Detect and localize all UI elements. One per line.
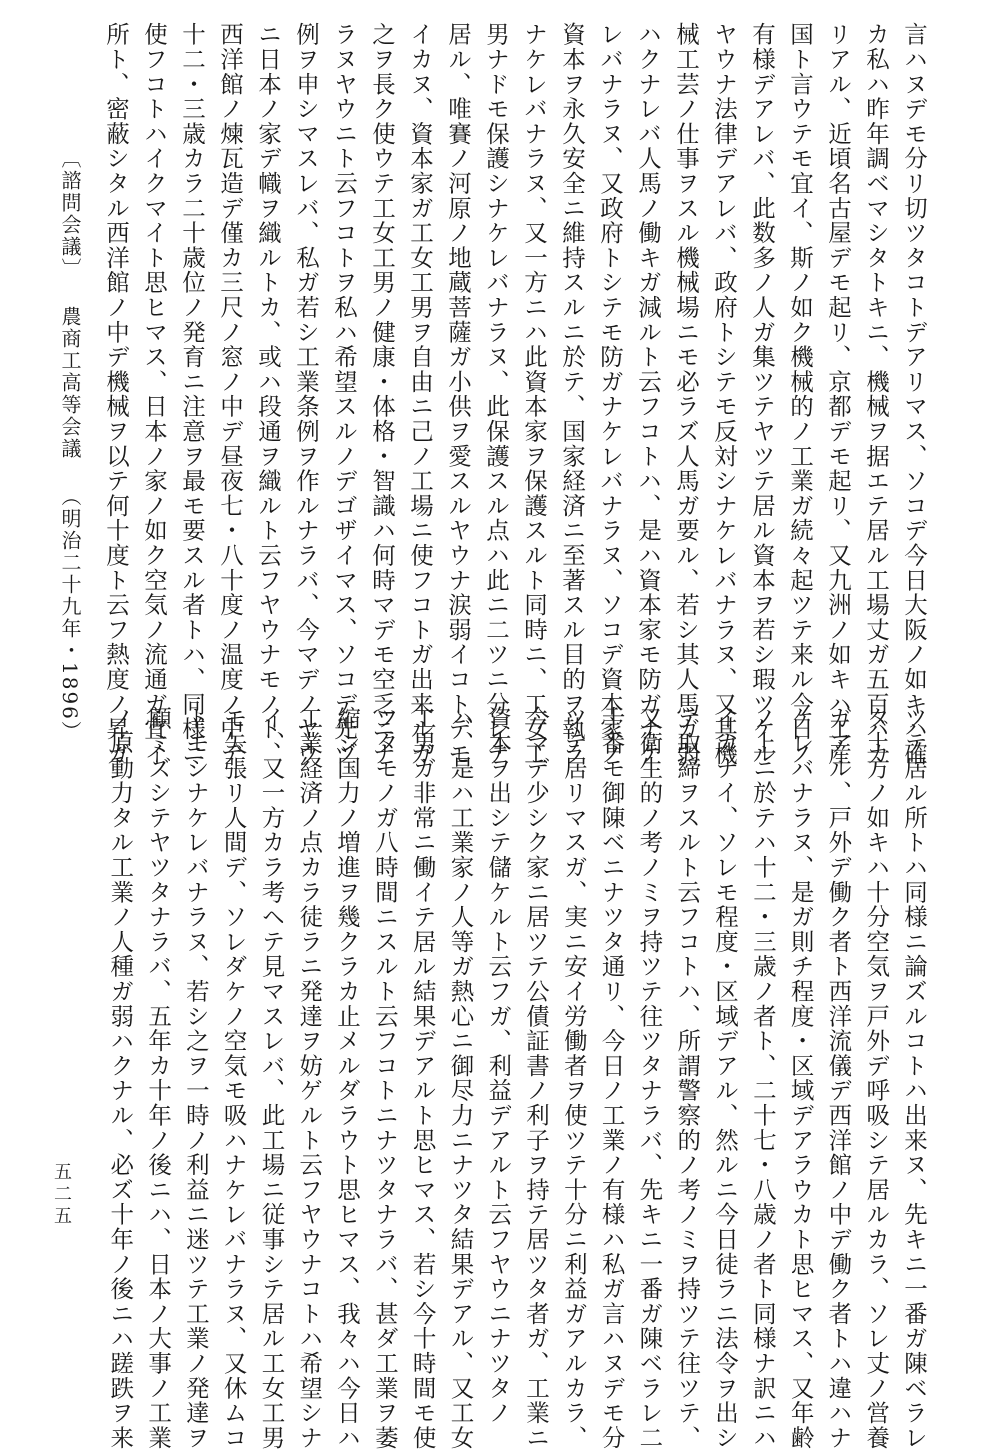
text-column: 国ト言ウテモ宜イ、斯ノ如ク機械的ノ工業ガ続々起ツテ来ル今日ノ — [786, 22, 814, 766]
text-column: ニ日本ノ家デ幟ヲ織ルトカ、或ハ段通ヲ織ルト云フヤウナモノト、 — [254, 22, 282, 766]
text-column: ノ原動力タル工業ノ人種ガ弱ハクナル、必ズ十年ノ後ニハ蹉跌ヲ来 — [106, 706, 135, 1450]
text-column: ラヌヤウニト云フコトヲ私ハ希望スルノデゴザイマス、ソコデ先ヅ — [330, 22, 358, 766]
text-column: カ私ハ昨年調ベマシタトキニ、機械ヲ据エテ居ル工場丈ガ五百バカ — [862, 22, 890, 766]
upper-text-block — [89, 22, 928, 766]
text-column: モ矢張リ人間デ、ソレダケノ空気モ吸ハナケレバナラヌ、又休ムコ — [219, 706, 248, 1450]
text-column: 十二・三歳カラ二十歳位ノ発育ニ注意ヲ最モ要スル者トハ、同様ニ — [178, 22, 206, 766]
text-column: ツテ居リマスガ、実ニ安イ労働者ヲ使ツテ十分ニ利益ガアルカラ、 — [559, 706, 588, 1450]
text-column: ノ上ニ於テハ十二・三歳ノ者ト、二十七・八歳ノ者ト同様ナ訳ニハ — [748, 706, 777, 1450]
lower-text-block — [93, 706, 928, 1450]
page-number: 五二五 — [51, 1162, 72, 1228]
text-column: ツテ居ル所トハ同様ニ論ズルコトハ出来ヌ、先キニ一番ガ陳ベラレ — [900, 706, 928, 1450]
text-column: 男ナドモ保護シナケレバナラヌ、此保護スル点ハ此ニ二ツニ分レテ — [482, 22, 510, 766]
text-column: テ取締ヲスルト云フコトハ、所謂警察的ノ考ノミヲ持ツテ往ツテ、 — [673, 706, 702, 1450]
text-column: 工男ガ非常ニ働イテ居ル結果デアルト思ヒマス、若シ今十時間モ使 — [408, 706, 437, 1450]
text-column: ケレバナラヌ、是ガ則チ程度・区域デアラウカト思ヒマス、又年齢 — [786, 706, 815, 1450]
text-column: ハクナレバ人馬ノ働キガ減ルト云フコトハ、是ハ資本家モ防ガナケ — [634, 22, 662, 766]
text-column: ナケレバナラヌ、又一方ニハ此資本家ヲ保護スルト同時ニ、工女工 — [520, 22, 548, 766]
text-column: 又衛生的ノ考ノミヲ持ツテ往ツタナラバ、先キニ一番ガ陳ベラレ二 — [635, 706, 664, 1450]
text-column: レバナラヌ、又政府トシテモ防ガナケレバナラヌ、ソコデ資本家ノ — [596, 22, 624, 766]
text-column: 西洋館ノ煉瓦造デ僅カ三尺ノ窓ノ中デ昼夜七・八十度ノ温度ノ中デ — [216, 22, 244, 766]
text-column: 使フコトハイクマイト思ヒマス、日本ノ家ノ如ク空気ノ流通ガ宜イ — [140, 22, 168, 766]
text-column: 所ト、密蔽シタル西洋館ノ中デ機械ヲ以テ何十度ト云フ熱度ノ昇ガ — [102, 22, 130, 766]
text-column: リアル、近頃名古屋デモ起リ、京都デモ起リ、又九洲ノ如キハ工産 — [824, 22, 852, 766]
text-column: 顧ミズシテヤツタナラバ、五年カ十年ノ後ニハ、日本ノ大事ノ工業 — [144, 706, 173, 1450]
header-title: 農商工高等会議 — [58, 306, 82, 460]
header-date: （明治二十九年・1896） — [58, 486, 82, 743]
text-column: 例ヲ申シマスレバ、私ガ若シ工業条例ヲ作ルナラバ、今マデノヤウ — [292, 22, 320, 766]
text-column: ガアル、戸外デ働ク者ト西洋流儀デ西洋館ノ中デ働ク者トハ違ハナ — [824, 706, 853, 1450]
text-column: 十番モ御陳ベニナツタ通リ、今日ノ工業ノ有様ハ私ガ言ハヌデモ分 — [597, 706, 626, 1450]
text-column: タ土方ノ如キハ十分空気ヲ戸外デ呼吸シテ居ルカラ、ソレ丈ノ営養 — [862, 706, 891, 1450]
text-column: 資本ヲ永久安全ニ維持スルニ於テ、国家経済ニ至著スル目的ヲ執ラ — [558, 22, 586, 766]
text-column: 械工芸ノ仕事ヲスル機械場ニモ必ラズ人馬ガ要ル、若シ其人馬ガ弱 — [672, 22, 700, 766]
text-column: ツタモノガ八時間ニスルト云フコトニナツタナラバ、甚ダ工業ヲ萎 — [370, 706, 399, 1450]
running-header — [50, 148, 80, 743]
text-column: トモシナケレバナラヌ、若シ之ヲ一時ノ利益ニ迷ツテ工業ノ発達ヲ — [181, 706, 210, 1450]
text-column: 工業経済ノ点カラ徒ラニ発達ヲ妨ゲルト云フヤウナコトハ希望シナ — [295, 706, 324, 1450]
text-column: 資本ヲ出シテ儲ケルト云フガ、利益デアルト云フヤウニナツタノ — [484, 706, 513, 1426]
text-column: ハ、是ハ工業家ノ人等ガ熱心ニ御尽力ニナツタ結果デアル、又工女 — [446, 706, 475, 1450]
text-column: 言ハヌデモ分リ切ツタコトデアリマス、ソコデ今日大阪ノ如キハ確 — [900, 22, 928, 766]
text-column: 之ヲ長ク使ウテ工女工男ノ健康・体格・智識ハ何時マデモ空乏ニナ — [368, 22, 396, 766]
text-column: 居ル、唯賽ノ河原ノ地蔵菩薩ガ小供ヲ愛スルヤウナ涙弱イコトデモ — [444, 22, 472, 766]
text-column: ヤウナ法律デアレバ、政府トシテモ反対シナケレバナラヌ、又其機 — [710, 22, 738, 766]
text-column: 有様デアレバ、此数多ノ人ガ集ツテヤツテ居ル資本ヲ若シ瑕ツケル — [748, 22, 776, 766]
text-column: イカナイ、ソレモ程度・区域デアル、然ルニ今日徒ラニ法令ヲ出シ — [711, 706, 740, 1450]
header-section: 〔諮問会議〕 — [58, 148, 82, 280]
text-column: 縮シ国力ノ増進ヲ幾クラカ止メルダラウト思ヒマス、我々ハ今日ハ — [333, 706, 362, 1450]
text-column: イカヌ、資本家ガ工女工男ヲ自由ニ己ノ工場ニ使フコトガ出来ルガ — [406, 22, 434, 766]
text-column: イ、又一方カラ考ヘテ見マスレバ、此工場ニ従事シテ居ル工女工男 — [257, 706, 286, 1450]
text-column: 今マデ少シク家ニ居ツテ公債証書ノ利子ヲ持テ居ツタ者ガ、工業ニ — [522, 706, 551, 1450]
